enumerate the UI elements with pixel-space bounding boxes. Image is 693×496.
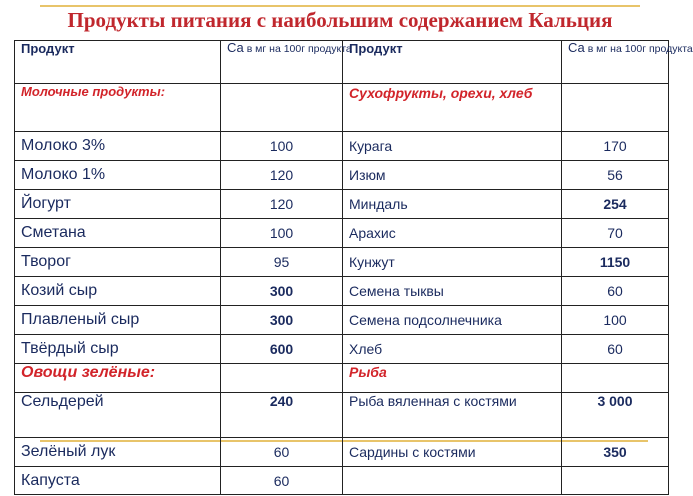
table-row bbox=[15, 467, 669, 495]
left-product: Йогурт bbox=[15, 190, 221, 219]
left-value: 600 bbox=[221, 335, 343, 364]
top-decor-line bbox=[40, 5, 640, 7]
right-product: Курага bbox=[343, 132, 562, 161]
right-value bbox=[562, 467, 669, 495]
right-product: Кунжут bbox=[343, 248, 562, 277]
left-product: Молоко 3% bbox=[15, 132, 221, 161]
left-value: 120 bbox=[221, 161, 343, 190]
table-row bbox=[15, 248, 669, 277]
left-value: 100 bbox=[221, 219, 343, 248]
right-value: 350 bbox=[562, 438, 669, 467]
left-value: 100 bbox=[221, 132, 343, 161]
header-ca-left bbox=[221, 40, 352, 84]
category-fish: Рыба bbox=[343, 364, 562, 393]
table-row bbox=[15, 393, 669, 438]
left-product: Капуста bbox=[15, 467, 221, 495]
right-product bbox=[343, 467, 562, 495]
left-value: 240 bbox=[221, 393, 343, 438]
right-product: Миндаль bbox=[343, 190, 562, 219]
right-value: 3 000 bbox=[562, 393, 669, 438]
category-dried: Сухофрукты, орехи, хлеб bbox=[343, 84, 562, 132]
right-value: 100 bbox=[562, 306, 669, 335]
empty-cell bbox=[562, 84, 669, 132]
left-value: 60 bbox=[221, 467, 343, 495]
empty-cell bbox=[221, 84, 343, 132]
right-product: Арахис bbox=[343, 219, 562, 248]
left-value: 95 bbox=[221, 248, 343, 277]
header-ca-left-main: Са bbox=[227, 40, 244, 55]
right-value: 70 bbox=[562, 219, 669, 248]
right-value: 60 bbox=[562, 277, 669, 306]
left-product: Твёрдый сыр bbox=[15, 335, 221, 364]
left-product: Молоко 1% bbox=[15, 161, 221, 190]
left-value: 60 bbox=[221, 438, 343, 467]
table-row bbox=[15, 277, 669, 306]
right-product: Хлеб bbox=[343, 335, 562, 364]
header-ca-right-sub: в мг на 100г продукта bbox=[587, 43, 693, 55]
category-veg: Овощи зелёные: bbox=[15, 364, 221, 393]
right-product: Сардины с костями bbox=[343, 438, 562, 467]
category-dairy: Молочные продукты: bbox=[15, 84, 221, 132]
left-product: Сельдерей bbox=[15, 393, 221, 438]
right-product: Изюм bbox=[343, 161, 562, 190]
page-title: Продукты питания с наибольшим содержанием Кальция bbox=[67, 8, 613, 32]
category-row bbox=[15, 84, 669, 132]
left-value: 300 bbox=[221, 306, 343, 335]
right-product: Семена подсолнечника bbox=[343, 306, 562, 335]
left-value: 120 bbox=[221, 190, 343, 219]
left-product: Сметана bbox=[15, 219, 221, 248]
header-ca-right-main: Са bbox=[568, 40, 585, 55]
right-value: 1150 bbox=[562, 248, 669, 277]
right-value: 60 bbox=[562, 335, 669, 364]
left-product: Козий сыр bbox=[15, 277, 221, 306]
empty-cell bbox=[562, 364, 669, 393]
right-value: 170 bbox=[562, 132, 669, 161]
table-row bbox=[15, 161, 669, 190]
right-product: Рыба вяленная с костями bbox=[343, 393, 562, 438]
table-row bbox=[15, 132, 669, 161]
empty-cell bbox=[221, 364, 343, 393]
right-product: Семена тыквы bbox=[343, 277, 562, 306]
category-row bbox=[15, 364, 669, 393]
table-row bbox=[15, 438, 669, 467]
left-product: Творог bbox=[15, 248, 221, 277]
table-row bbox=[15, 219, 669, 248]
table-row bbox=[15, 306, 669, 335]
table-row bbox=[15, 335, 669, 364]
left-value: 300 bbox=[221, 277, 343, 306]
left-product: Плавленый сыр bbox=[15, 306, 221, 335]
right-value: 56 bbox=[562, 161, 669, 190]
header-product-left: Продукт bbox=[15, 41, 221, 84]
right-value: 254 bbox=[562, 190, 669, 219]
calcium-table bbox=[14, 40, 693, 495]
header-ca-right bbox=[562, 40, 693, 84]
header-ca-left-sub: в мг на 100г продукта bbox=[246, 43, 352, 55]
table-header-row bbox=[15, 41, 669, 84]
header-product-right: Продукт bbox=[343, 41, 562, 84]
left-product: Зелёный лук bbox=[15, 438, 221, 467]
table-row bbox=[15, 190, 669, 219]
